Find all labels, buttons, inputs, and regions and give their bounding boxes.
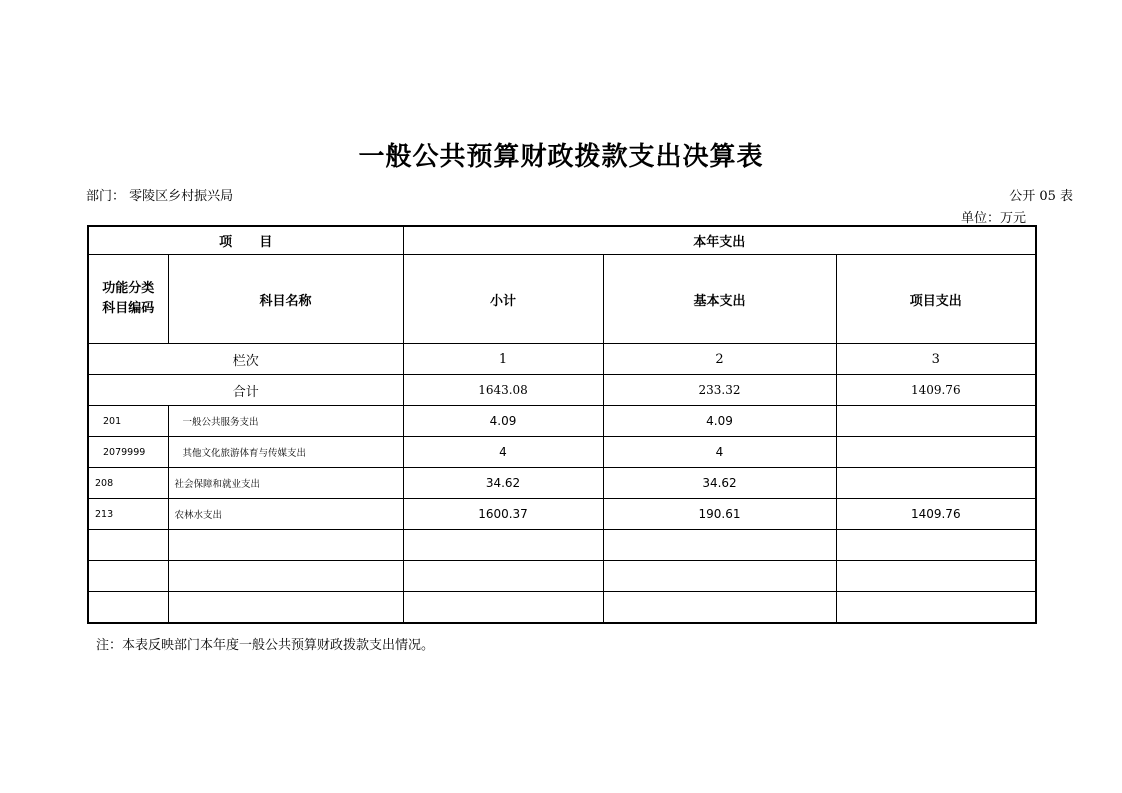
row-name: 一般公共服务支出 bbox=[168, 406, 403, 437]
empty-cell bbox=[168, 561, 403, 592]
table-row bbox=[88, 499, 1036, 530]
row-subtotal: 34.62 bbox=[403, 468, 603, 499]
row-basic: 4.09 bbox=[603, 406, 836, 437]
header-project-exp: 项目支出 bbox=[836, 255, 1036, 344]
header-subtotal: 小计 bbox=[403, 255, 603, 344]
column-index-1: 1 bbox=[403, 344, 603, 375]
row-code: 213 bbox=[88, 499, 168, 530]
empty-cell bbox=[603, 561, 836, 592]
empty-cell bbox=[403, 530, 603, 561]
row-code: 208 bbox=[88, 468, 168, 499]
table-row bbox=[88, 406, 1036, 437]
page-title: 一般公共预算财政拨款支出决算表 bbox=[358, 142, 764, 172]
empty-cell bbox=[168, 530, 403, 561]
empty-row bbox=[88, 592, 1036, 624]
row-project bbox=[836, 406, 1036, 437]
empty-cell bbox=[168, 592, 403, 624]
row-basic: 34.62 bbox=[603, 468, 836, 499]
row-project bbox=[836, 468, 1036, 499]
row-subtotal: 1600.37 bbox=[403, 499, 603, 530]
department-label: 部门： 零陵区乡村振兴局 bbox=[86, 189, 234, 204]
total-subtotal: 1643.08 bbox=[403, 375, 603, 406]
empty-row bbox=[88, 561, 1036, 592]
empty-cell bbox=[88, 530, 168, 561]
header-func-code: 功能分类 科目编码 bbox=[88, 255, 168, 344]
row-name: 其他文化旅游体育与传媒支出 bbox=[168, 437, 403, 468]
empty-cell bbox=[88, 592, 168, 624]
empty-cell bbox=[836, 530, 1036, 561]
total-label: 合计 bbox=[88, 375, 403, 406]
row-basic: 190.61 bbox=[603, 499, 836, 530]
table-row bbox=[88, 437, 1036, 468]
total-basic: 233.32 bbox=[603, 375, 836, 406]
header-subject-name: 科目名称 bbox=[168, 255, 403, 344]
row-project bbox=[836, 437, 1036, 468]
row-name: 农林水支出 bbox=[168, 499, 403, 530]
empty-row bbox=[88, 530, 1036, 561]
table-row bbox=[88, 468, 1036, 499]
empty-cell bbox=[603, 530, 836, 561]
empty-cell bbox=[836, 561, 1036, 592]
unit-label: 单位：万元 bbox=[960, 211, 1026, 226]
row-project: 1409.76 bbox=[836, 499, 1036, 530]
footnote: 注：本表反映部门本年度一般公共预算财政拨款支出情况。 bbox=[96, 638, 435, 653]
header-project: 项 目 bbox=[88, 226, 403, 255]
row-name: 社会保障和就业支出 bbox=[168, 468, 403, 499]
empty-cell bbox=[403, 592, 603, 624]
row-basic: 4 bbox=[603, 437, 836, 468]
row-subtotal: 4.09 bbox=[403, 406, 603, 437]
form-number: 公开 05 表 bbox=[1009, 189, 1073, 204]
row-code: 2079999 bbox=[88, 437, 168, 468]
empty-cell bbox=[403, 561, 603, 592]
column-index-label: 栏次 bbox=[88, 344, 403, 375]
empty-cell bbox=[836, 592, 1036, 624]
row-subtotal: 4 bbox=[403, 437, 603, 468]
expenditure-table bbox=[87, 225, 1037, 624]
empty-cell bbox=[88, 561, 168, 592]
total-project: 1409.76 bbox=[836, 375, 1036, 406]
column-index-3: 3 bbox=[836, 344, 1036, 375]
row-code: 201 bbox=[88, 406, 168, 437]
header-basic: 基本支出 bbox=[603, 255, 836, 344]
column-index-2: 2 bbox=[603, 344, 836, 375]
header-current-year: 本年支出 bbox=[403, 226, 1036, 255]
empty-cell bbox=[603, 592, 836, 624]
